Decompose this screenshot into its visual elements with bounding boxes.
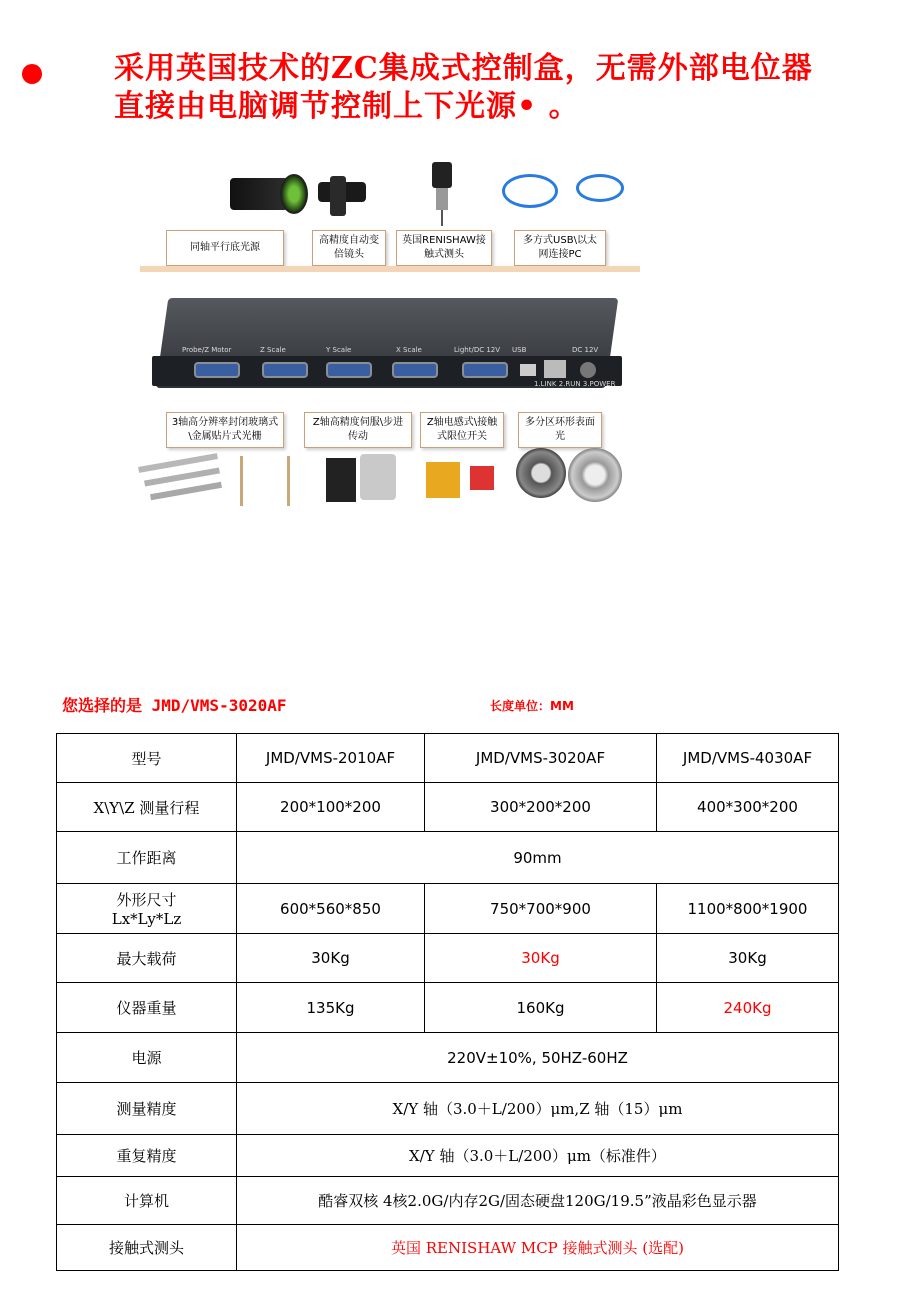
table-cell: 仪器重量 [57,983,237,1033]
controller-box-image [152,298,622,390]
port [326,362,372,378]
port-label: Light/DC 12V [454,346,501,354]
headline-line-1: 采用英国技术的ZC集成式控制盒，无需外部电位器 [114,51,813,86]
table-cell-highlight: 240Kg [657,983,839,1033]
table-cell: 1100*800*1900 [657,884,839,934]
table-row [57,1177,839,1225]
servo-motor-image [326,458,356,502]
table-cell: X\Y\Z 测量行程 [57,783,237,832]
table-row [57,1135,839,1177]
port [462,362,508,378]
label-ring-light: 多分区环形表面光 [518,412,602,448]
label-servo-drive: Z轴高精度伺服\步进传动 [304,412,412,448]
selected-model: 您选择的是 JMD/VMS-3020AF [62,696,287,715]
table-cell: 300*200*200 [425,783,657,832]
table-cell: 酷睿双核 4核2.0G/内存2G/固态硬盘120G/19.5”液晶彩色显示器 [237,1177,839,1225]
length-unit: 长度单位：MM [490,699,574,713]
table-cell: 30Kg [237,934,425,983]
table-cell: 750*700*900 [425,884,657,934]
metal-scale-image [240,456,290,506]
label-usb-ethernet: 多方式USB\以太网连接PC [514,230,606,266]
table-cell: 计算机 [57,1177,237,1225]
table-cell: 400*300*200 [657,783,839,832]
table-cell-highlight: 30Kg [425,934,657,983]
ethernet-port [544,360,566,378]
touch-probe-image [422,158,462,228]
bottom-photos [130,448,650,518]
product-figure [130,158,650,518]
headline-line-2: 直接由电脑调节控制上下光源• 。 [114,89,580,124]
table-cell: 工作距离 [57,832,237,884]
table-cell: 30Kg [657,934,839,983]
port-label: Y Scale [326,346,352,354]
table-row [57,832,839,884]
headline [114,50,894,126]
table-cell: 160Kg [425,983,657,1033]
cell-line: Lx*Ly*Lz [111,910,182,928]
divider-strip [140,266,640,272]
table-cell: X/Y 轴（3.0＋L/200）μm,Z 轴（15）μm [237,1083,839,1135]
table-cell: JMD/VMS-3020AF [425,734,657,783]
table-row [57,1033,839,1083]
table-cell: JMD/VMS-4030AF [657,734,839,783]
port-label: DC 12V [572,346,599,354]
port [194,362,240,378]
port [392,362,438,378]
table-row [57,783,839,832]
ring-light-image [516,448,566,498]
table-cell [57,884,237,934]
table-row [57,1225,839,1271]
table-cell: 最大载荷 [57,934,237,983]
limit-switch-image [426,462,460,498]
table-cell: 型号 [57,734,237,783]
table-row [57,1083,839,1135]
ring-light-image [568,448,622,502]
limit-switch-image [470,466,494,490]
zoom-lens-image [310,168,370,228]
table-cell: 200*100*200 [237,783,425,832]
table-cell: 重复精度 [57,1135,237,1177]
port [262,362,308,378]
coaxial-light-image [170,158,280,228]
dc-jack [580,362,596,378]
table-cell: 600*560*850 [237,884,425,934]
spec-table [56,733,839,1271]
label-touch-probe: 英国RENISHAW接触式测头 [396,230,492,266]
table-row [57,983,839,1033]
table-row [57,934,839,983]
table-cell: 接触式测头 [57,1225,237,1271]
usb-cable-image [500,168,630,218]
table-row [57,734,839,783]
cell-line: 外形尺寸 [116,891,177,909]
table-row [57,884,839,934]
label-grating-scale: 3轴高分辨率封闭玻璃式\金属贴片式光栅 [166,412,284,448]
label-coaxial-light: 同轴平行底光源 [166,230,284,266]
servo-motor-image [360,454,396,500]
table-cell: 电源 [57,1033,237,1083]
port-label: Probe/Z Motor [182,346,232,354]
table-cell: 135Kg [237,983,425,1033]
port-label: 1.LINK 2.RUN 3.POWER [534,380,616,388]
port-label: Z Scale [260,346,286,354]
table-cell-highlight: 英国 RENISHAW MCP 接触式测头 (选配) [237,1225,839,1271]
label-limit-switch: Z轴电感式\接触式限位开关 [420,412,504,448]
usb-port [520,364,536,376]
table-cell: JMD/VMS-2010AF [237,734,425,783]
table-cell: 220V±10%, 50HZ-60HZ [237,1033,839,1083]
table-cell: 90mm [237,832,839,884]
label-zoom-lens: 高精度自动变倍镜头 [312,230,386,266]
grating-scale-image [150,482,222,500]
port-label: USB [512,346,527,354]
port-label: X Scale [396,346,422,354]
bullet-dot [22,64,42,84]
table-cell: X/Y 轴（3.0＋L/200）μm（标准件） [237,1135,839,1177]
table-cell: 测量精度 [57,1083,237,1135]
